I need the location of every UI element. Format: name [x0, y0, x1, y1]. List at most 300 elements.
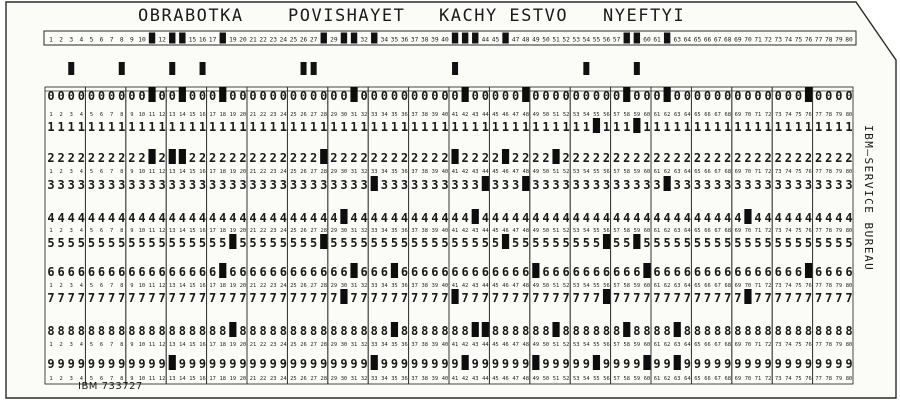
column-number: 30	[340, 228, 348, 234]
punch-hole	[633, 234, 640, 249]
column-number: 45	[492, 169, 499, 175]
column-number: 43	[472, 283, 479, 289]
digit-4: 4	[512, 211, 520, 225]
digit-4: 4	[734, 211, 742, 225]
column-number: 50	[542, 376, 550, 382]
strip-column-number: 66	[703, 36, 712, 44]
digit-0: 0	[471, 89, 479, 103]
punch-hole	[603, 234, 610, 249]
column-number: 76	[805, 228, 812, 234]
digit-5: 5	[552, 236, 560, 250]
digit-6: 6	[724, 265, 732, 279]
column-number: 35	[391, 169, 398, 175]
digit-1: 1	[330, 120, 338, 134]
digit-9: 9	[411, 357, 419, 371]
digit-9: 9	[825, 357, 833, 371]
digit-1: 1	[693, 120, 702, 134]
digit-4: 4	[441, 211, 449, 225]
column-number: 70	[744, 112, 752, 118]
punch-hole	[169, 355, 176, 370]
column-number: 36	[401, 283, 408, 289]
digit-0: 0	[815, 89, 823, 103]
strip-punch	[462, 33, 468, 44]
digit-2: 2	[67, 151, 75, 165]
digit-6: 6	[744, 265, 752, 279]
digit-2: 2	[835, 151, 843, 165]
digit-0: 0	[330, 89, 338, 103]
column-number: 22	[259, 112, 267, 118]
digit-5: 5	[845, 236, 853, 250]
column-number: 26	[300, 169, 307, 175]
digit-8: 8	[330, 324, 338, 338]
digit-4: 4	[118, 211, 126, 225]
digit-6: 6	[370, 265, 378, 279]
digit-3: 3	[259, 178, 267, 192]
column-number: 61	[653, 342, 661, 348]
digit-3: 3	[501, 178, 510, 192]
digit-3: 3	[703, 178, 712, 192]
digit-0: 0	[845, 89, 853, 103]
digit-1: 1	[613, 120, 621, 134]
digit-5: 5	[310, 236, 318, 250]
column-number: 78	[825, 376, 832, 382]
column-number: 55	[593, 169, 600, 175]
column-number: 37	[411, 169, 418, 175]
column-number: 68	[724, 112, 731, 118]
punch-hole	[522, 176, 529, 191]
column-number: 68	[724, 228, 731, 234]
digit-4: 4	[673, 211, 681, 225]
digit-5: 5	[67, 236, 75, 250]
digit-9: 9	[633, 357, 641, 371]
column-number: 15	[189, 342, 196, 348]
column-number: 78	[825, 169, 832, 175]
digit-7: 7	[431, 291, 439, 305]
column-number: 66	[704, 228, 711, 234]
digit-8: 8	[774, 324, 782, 338]
strip-column-number: 20	[239, 36, 247, 44]
punch-hole	[229, 322, 236, 337]
digit-2: 2	[158, 151, 166, 165]
digit-3: 3	[289, 178, 298, 192]
column-number: 14	[179, 169, 186, 175]
digit-1: 1	[158, 120, 166, 134]
column-number: 8	[120, 112, 124, 118]
column-number: 67	[714, 169, 721, 175]
digit-3: 3	[693, 178, 702, 192]
column-number: 13	[169, 283, 176, 289]
digit-1: 1	[764, 120, 772, 134]
column-number: 55	[593, 283, 600, 289]
digit-5: 5	[491, 236, 500, 250]
column-number: 44	[482, 112, 489, 118]
strip-column-number: 76	[804, 36, 813, 44]
strip-column-number: 69	[734, 36, 742, 44]
digit-7: 7	[683, 291, 691, 305]
digit-4: 4	[613, 211, 621, 225]
column-number: 15	[189, 112, 196, 118]
digit-7: 7	[209, 291, 217, 305]
column-number: 32	[360, 376, 368, 382]
column-number: 56	[603, 283, 610, 289]
digit-5: 5	[764, 236, 772, 250]
column-number: 20	[239, 342, 247, 348]
digit-9: 9	[47, 357, 55, 371]
column-number: 40	[441, 112, 449, 118]
digit-2: 2	[188, 151, 197, 165]
column-number: 30	[340, 169, 348, 175]
column-number: 79	[835, 342, 843, 348]
digit-1: 1	[269, 120, 277, 134]
digit-4: 4	[67, 211, 75, 225]
column-number: 34	[381, 112, 388, 118]
column-number: 59	[633, 283, 641, 289]
column-number: 7	[110, 342, 114, 348]
digit-2: 2	[693, 151, 702, 165]
column-number: 37	[411, 228, 418, 234]
digit-0: 0	[441, 89, 449, 103]
column-number: 11	[148, 112, 156, 118]
digit-4: 4	[633, 211, 641, 225]
digit-0: 0	[724, 89, 732, 103]
digit-3: 3	[330, 178, 338, 192]
digit-8: 8	[299, 324, 308, 338]
column-number: 57	[613, 342, 620, 348]
strip-column-number: 71	[754, 36, 762, 44]
column-number: 61	[653, 283, 661, 289]
digit-8: 8	[441, 324, 449, 338]
digit-5: 5	[613, 236, 621, 250]
column-number: 11	[148, 169, 156, 175]
digit-3: 3	[744, 178, 752, 192]
column-number: 55	[593, 342, 600, 348]
digit-7: 7	[269, 291, 277, 305]
column-number: 24	[280, 342, 287, 348]
digit-1: 1	[532, 120, 540, 134]
digit-9: 9	[602, 357, 611, 371]
digit-9: 9	[299, 357, 308, 371]
digit-1: 1	[87, 120, 96, 134]
column-number: 29	[330, 228, 338, 234]
digit-6: 6	[623, 265, 631, 279]
column-number: 74	[785, 228, 792, 234]
digit-7: 7	[279, 291, 287, 305]
punch-hole	[148, 87, 155, 102]
digit-0: 0	[209, 89, 217, 103]
column-number: 31	[350, 112, 358, 118]
digit-5: 5	[572, 236, 580, 250]
strip-column-number: 49	[532, 36, 540, 44]
column-number: 25	[290, 169, 297, 175]
digit-7: 7	[168, 291, 176, 305]
digit-8: 8	[289, 324, 298, 338]
digit-5: 5	[269, 236, 277, 250]
column-number: 46	[502, 376, 509, 382]
strip-column-number: 61	[653, 36, 661, 44]
punch-hole	[643, 355, 650, 370]
digit-5: 5	[411, 236, 419, 250]
strip-column-number: 5	[89, 36, 94, 44]
digit-1: 1	[320, 120, 328, 134]
digit-6: 6	[481, 265, 489, 279]
digit-6: 6	[562, 265, 570, 279]
column-number: 48	[522, 169, 529, 175]
column-number: 22	[259, 376, 267, 382]
digit-3: 3	[542, 178, 550, 192]
column-number: 44	[482, 283, 489, 289]
digit-9: 9	[683, 357, 691, 371]
digit-6: 6	[673, 265, 681, 279]
digit-0: 0	[825, 89, 833, 103]
column-number: 4	[79, 169, 83, 175]
digit-4: 4	[491, 211, 500, 225]
column-number: 53	[573, 283, 580, 289]
column-number: 29	[330, 283, 338, 289]
digit-8: 8	[168, 324, 176, 338]
digit-8: 8	[370, 324, 378, 338]
column-number: 71	[754, 376, 762, 382]
digit-9: 9	[784, 357, 792, 371]
digit-6: 6	[653, 265, 661, 279]
column-number: 80	[845, 376, 853, 382]
digit-8: 8	[249, 324, 257, 338]
column-number: 78	[825, 283, 832, 289]
digit-2: 2	[653, 151, 661, 165]
column-number: 70	[744, 342, 752, 348]
digit-9: 9	[714, 357, 722, 371]
digit-2: 2	[380, 151, 388, 165]
column-number: 12	[158, 112, 166, 118]
digit-7: 7	[57, 291, 65, 305]
column-number: 73	[775, 342, 782, 348]
digit-2: 2	[703, 151, 712, 165]
digit-2: 2	[229, 151, 237, 165]
digit-3: 3	[552, 178, 560, 192]
column-number: 9	[130, 376, 134, 382]
column-number: 31	[350, 376, 358, 382]
strip-column-number: 19	[229, 36, 237, 44]
column-number: 49	[532, 342, 540, 348]
punch-hole	[674, 322, 681, 337]
digit-1: 1	[259, 120, 267, 134]
digit-2: 2	[633, 151, 641, 165]
digit-9: 9	[693, 357, 702, 371]
digit-4: 4	[774, 211, 782, 225]
strip-column-number: 63	[673, 36, 681, 44]
digit-3: 3	[835, 178, 843, 192]
column-number: 46	[502, 112, 509, 118]
digit-7: 7	[330, 291, 338, 305]
strip-column-number: 74	[784, 36, 793, 44]
punch-hole	[371, 355, 378, 370]
digit-1: 1	[219, 120, 227, 134]
digit-1: 1	[653, 120, 661, 134]
column-number: 50	[542, 169, 550, 175]
digit-1: 1	[774, 120, 782, 134]
column-number: 52	[562, 376, 570, 382]
column-number: 64	[684, 228, 691, 234]
column-number: 54	[583, 342, 590, 348]
digit-0: 0	[532, 89, 540, 103]
zone-punch	[169, 62, 175, 75]
digit-7: 7	[229, 291, 237, 305]
column-number: 47	[512, 342, 519, 348]
column-number: 8	[120, 169, 124, 175]
digit-0: 0	[774, 89, 782, 103]
digit-8: 8	[320, 324, 328, 338]
digit-9: 9	[744, 357, 752, 371]
digit-8: 8	[67, 324, 75, 338]
column-number: 27	[310, 112, 317, 118]
digit-2: 2	[77, 151, 85, 165]
strip-column-number: 50	[542, 36, 550, 44]
column-number: 32	[360, 283, 368, 289]
digit-4: 4	[552, 211, 560, 225]
digit-1: 1	[542, 120, 550, 134]
column-number: 37	[411, 112, 418, 118]
column-number: 73	[775, 283, 782, 289]
digit-9: 9	[653, 357, 661, 371]
digit-7: 7	[764, 291, 772, 305]
strip-punch	[472, 33, 478, 44]
digit-1: 1	[683, 120, 691, 134]
digit-1: 1	[279, 120, 287, 134]
digit-8: 8	[693, 324, 702, 338]
digit-9: 9	[97, 357, 106, 371]
column-number: 22	[259, 169, 267, 175]
strip-column-number: 27	[309, 36, 318, 44]
digit-9: 9	[77, 357, 85, 371]
digit-3: 3	[380, 178, 388, 192]
column-number: 23	[270, 169, 277, 175]
column-number: 52	[562, 112, 570, 118]
column-number: 38	[421, 112, 428, 118]
header-word: OBRABOTKA	[138, 6, 244, 26]
column-number: 50	[542, 112, 550, 118]
column-number: 5	[89, 283, 94, 289]
digit-1: 1	[441, 120, 449, 134]
column-number: 73	[775, 228, 782, 234]
column-number: 16	[199, 169, 206, 175]
digit-9: 9	[158, 357, 166, 371]
column-number: 30	[340, 283, 348, 289]
column-number: 35	[391, 112, 398, 118]
column-number: 19	[229, 228, 237, 234]
digit-5: 5	[804, 236, 813, 250]
digit-6: 6	[451, 265, 459, 279]
digit-0: 0	[693, 89, 702, 103]
column-number: 78	[825, 342, 832, 348]
digit-8: 8	[714, 324, 722, 338]
digit-5: 5	[825, 236, 833, 250]
digit-7: 7	[350, 291, 358, 305]
column-number: 14	[179, 376, 186, 382]
column-number: 58	[623, 228, 630, 234]
digit-3: 3	[168, 178, 176, 192]
digit-4: 4	[390, 211, 399, 225]
zone-punch	[200, 62, 206, 75]
digit-2: 2	[471, 151, 479, 165]
digit-8: 8	[572, 324, 580, 338]
column-number: 65	[694, 169, 701, 175]
digit-3: 3	[633, 178, 641, 192]
header-word: KACHY ESTVO	[439, 6, 569, 26]
digit-4: 4	[592, 211, 601, 225]
digit-6: 6	[269, 265, 277, 279]
column-number: 70	[744, 376, 752, 382]
digit-1: 1	[754, 120, 762, 134]
column-number: 40	[441, 169, 449, 175]
punch-hole	[633, 118, 640, 133]
column-number: 79	[835, 228, 843, 234]
digit-7: 7	[501, 291, 510, 305]
column-number: 27	[310, 342, 317, 348]
digit-3: 3	[613, 178, 621, 192]
digit-9: 9	[310, 357, 318, 371]
column-number: 39	[431, 112, 439, 118]
digit-6: 6	[693, 265, 702, 279]
digit-4: 4	[249, 211, 257, 225]
digit-9: 9	[239, 357, 247, 371]
digit-6: 6	[602, 265, 611, 279]
punch-hole	[219, 87, 226, 102]
strip-column-number: 79	[835, 36, 843, 44]
digit-0: 0	[491, 89, 500, 103]
strip-column-number: 77	[814, 36, 823, 44]
digit-1: 1	[67, 120, 75, 134]
column-number: 55	[593, 112, 600, 118]
column-number: 14	[179, 112, 186, 118]
digit-7: 7	[77, 291, 85, 305]
digit-3: 3	[249, 178, 257, 192]
digit-1: 1	[431, 120, 439, 134]
digit-5: 5	[663, 236, 671, 250]
column-number: 2	[59, 112, 63, 118]
card-outline	[6, 2, 896, 398]
column-number: 34	[381, 169, 388, 175]
column-number: 3	[69, 112, 73, 118]
strip-punch	[634, 33, 640, 44]
punch-hole	[320, 234, 327, 249]
digit-4: 4	[138, 211, 146, 225]
digit-4: 4	[481, 211, 489, 225]
digit-6: 6	[118, 265, 126, 279]
digit-8: 8	[784, 324, 792, 338]
digit-3: 3	[421, 178, 429, 192]
column-number: 13	[169, 376, 176, 382]
column-number: 22	[259, 283, 267, 289]
column-number: 71	[754, 169, 762, 175]
digit-8: 8	[542, 324, 550, 338]
column-number: 67	[714, 376, 721, 382]
digit-5: 5	[239, 236, 247, 250]
digit-2: 2	[754, 151, 762, 165]
column-number: 45	[492, 112, 499, 118]
digit-1: 1	[825, 120, 833, 134]
digit-1: 1	[451, 120, 459, 134]
column-number: 27	[310, 283, 317, 289]
digit-4: 4	[421, 211, 429, 225]
column-number: 74	[785, 112, 792, 118]
digit-5: 5	[421, 236, 429, 250]
digit-7: 7	[724, 291, 732, 305]
column-number: 47	[512, 228, 519, 234]
digit-6: 6	[431, 265, 439, 279]
digit-8: 8	[683, 324, 691, 338]
column-number: 6	[99, 112, 104, 118]
column-number: 4	[79, 228, 83, 234]
column-number: 41	[451, 376, 459, 382]
